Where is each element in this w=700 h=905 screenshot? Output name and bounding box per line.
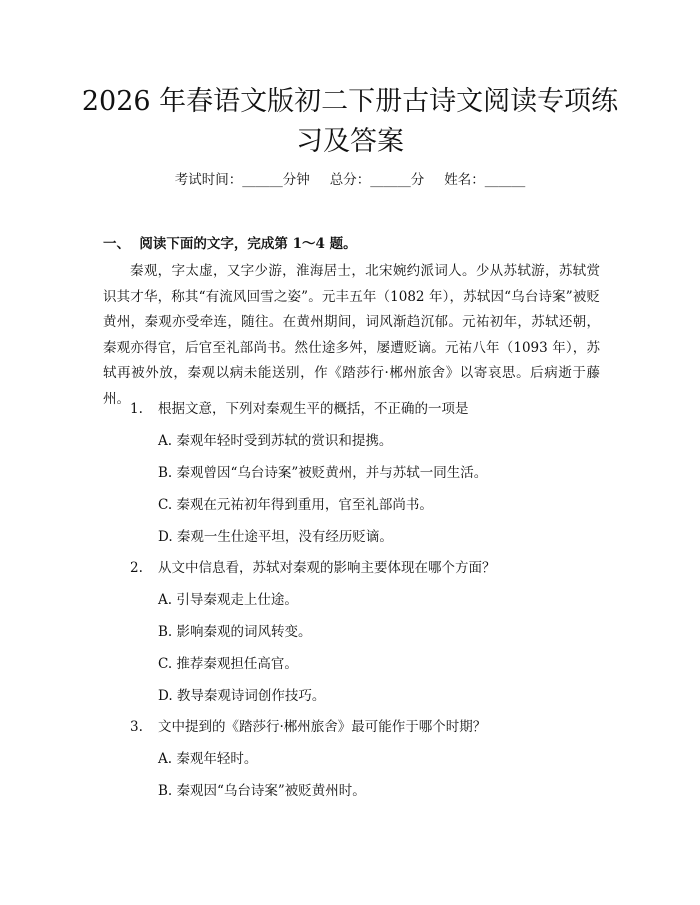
question-1-option-a: A. 秦观年轻时受到苏轼的赏识和提携。 [158, 433, 393, 449]
student-name-label: 姓名：______ [444, 172, 526, 188]
question-2-option-a: A. 引导秦观走上仕途。 [158, 592, 298, 608]
question-2-option-b: B. 影响秦观的词风转变。 [158, 624, 312, 640]
question-3-option-a: A. 秦观年轻时。 [158, 751, 258, 767]
section-heading: 一、 阅读下面的文字，完成第 1～4 题。 [103, 236, 357, 252]
question-3-option-b: B. 秦观因“乌台诗案”被贬黄州时。 [158, 783, 366, 799]
exam-time-label: 考试时间：______分钟 [174, 172, 310, 188]
question-stem: 从文中信息看，苏轼对秦观的影响主要体现在哪个方面？ [158, 560, 496, 576]
reading-passage: 秦观，字太虚，又字少游，淮海居士，北宋婉约派词人。少从苏轼游，苏轼赏识其才华，称其“有流风回雪之姿”。元丰五年（1082 年），苏轼因“乌台诗案”被贬黄州，秦观亦受牵连，随往。在黄州期间，词风渐趋沉郁。元祐初年，苏轼还朝，秦观亦得官，后官至礼部尚书。然仕途多舛，屡遭贬谪。元祐八年（1093 年），苏轼再被外放，秦观以病未能送别，作《踏莎行·郴州旅舍》以寄哀思。后病逝于藤州。 [103, 263, 600, 407]
question-number: 3. [130, 719, 143, 735]
question-number: 1. [130, 401, 143, 417]
document-title: 2026 年春语文版初二下册古诗文阅读专项练习及答案 [81, 86, 619, 157]
question-1-option-b: B. 秦观曾因“乌台诗案”被贬黄州，并与苏轼一同生活。 [158, 465, 488, 481]
question-2 [130, 556, 496, 576]
total-score-label: 总分：______分 [329, 172, 425, 188]
question-stem: 文中提到的《踏莎行·郴州旅舍》最可能作于哪个时期？ [158, 719, 487, 735]
question-2-option-d: D. 教导秦观诗词创作技巧。 [158, 688, 326, 704]
question-3 [130, 715, 486, 735]
exam-meta [0, 168, 700, 188]
question-1-option-c: C. 秦观在元祐初年得到重用，官至礼部尚书。 [158, 497, 433, 513]
question-number: 2. [130, 560, 143, 576]
question-1-option-d: D. 秦观一生仕途平坦，没有经历贬谪。 [158, 529, 393, 545]
question-stem: 根据文意，下列对秦观生平的概括，不正确的一项是 [158, 401, 469, 417]
question-1 [130, 397, 469, 417]
question-2-option-c: C. 推荐秦观担任高官。 [158, 656, 298, 672]
